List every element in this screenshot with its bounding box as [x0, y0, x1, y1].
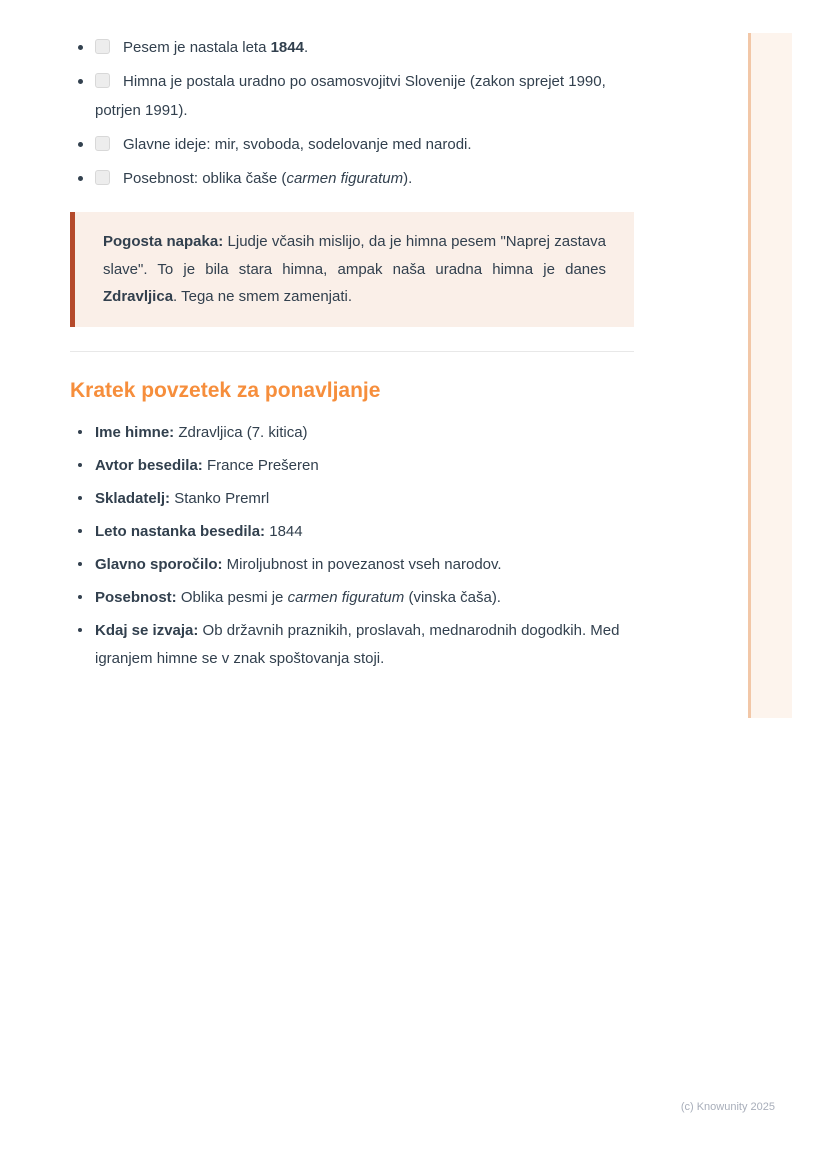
bullet-icon: [78, 176, 83, 181]
checklist-item-text: Glavne ideje: mir, svoboda, sodelovanje med narodi.: [123, 136, 472, 153]
bullet-icon: [78, 45, 83, 50]
summary-item-text: Posebnost: Oblika pesmi je carmen figuratum (vinska čaša).: [95, 588, 501, 606]
bullet-icon: [78, 529, 82, 533]
bullet-icon: [78, 142, 83, 147]
bullet-icon: [78, 595, 82, 599]
summary-item-text: Glavno sporočilo: Miroljubnost in povezanost vseh narodov.: [95, 555, 502, 573]
decorative-side-strip: [748, 33, 792, 718]
checkbox-icon[interactable]: [95, 73, 110, 88]
section-divider: [70, 351, 634, 352]
bullet-icon: [78, 628, 82, 632]
checklist-item-text: Posebnost: oblika čaše (carmen figuratum).: [123, 170, 413, 187]
summary-list-item: [70, 584, 634, 612]
checklist-item: [70, 67, 634, 125]
summary-item-text: Ime himne: Zdravljica (7. kitica): [95, 423, 308, 441]
summary-item-text: Kdaj se izvaja: Ob državnih praznikih, proslavah, mednarodnih dogodkih. Med igranjem himne se v znak spoštovanja stoji.: [95, 621, 620, 667]
checklist-item-text: Himna je postala uradno po osamosvojitvi Slovenije (zakon sprejet 1990, potrjen 1991).: [95, 73, 606, 119]
common-mistake-callout: [70, 212, 634, 327]
summary-list-item: [70, 485, 634, 513]
summary-heading: Kratek povzetek za ponavljanje: [70, 378, 381, 402]
summary-item-text: Skladatelj: Stanko Premrl: [95, 489, 270, 507]
bullet-icon: [78, 496, 82, 500]
bullet-icon: [78, 430, 82, 434]
checklist-item: [70, 130, 634, 159]
checklist-item-text: Pesem je nastala leta 1844.: [123, 39, 309, 56]
summary-list-item: [70, 452, 634, 480]
checklist-item: [70, 164, 634, 193]
summary-item-text: Avtor besedila: France Prešeren: [95, 456, 319, 474]
summary-list-item: [70, 419, 634, 447]
summary-list-item: [70, 518, 634, 546]
checkbox-icon[interactable]: [95, 170, 110, 185]
page-content: [70, 0, 634, 678]
summary-list-item: [70, 617, 634, 673]
summary-list-item: [70, 551, 634, 579]
summary-item-text: Leto nastanka besedila: 1844: [95, 522, 303, 540]
checklist-item: [70, 33, 634, 62]
summary-list: [70, 404, 634, 673]
bullet-icon: [78, 463, 82, 467]
checkbox-icon[interactable]: [95, 136, 110, 151]
bullet-icon: [78, 79, 83, 84]
callout-text: Pogosta napaka: Ljudje včasih mislijo, da je himna pesem "Naprej zastava slave". To je bila stara himna, ampak naša uradna himna je danes Zdravljica. Tega ne smem zamenjati.: [103, 233, 607, 305]
bullet-icon: [78, 562, 82, 566]
checkbox-icon[interactable]: [95, 39, 110, 54]
checklist: [70, 0, 634, 193]
copyright-footer: (c) Knowunity 2025: [680, 1101, 775, 1113]
